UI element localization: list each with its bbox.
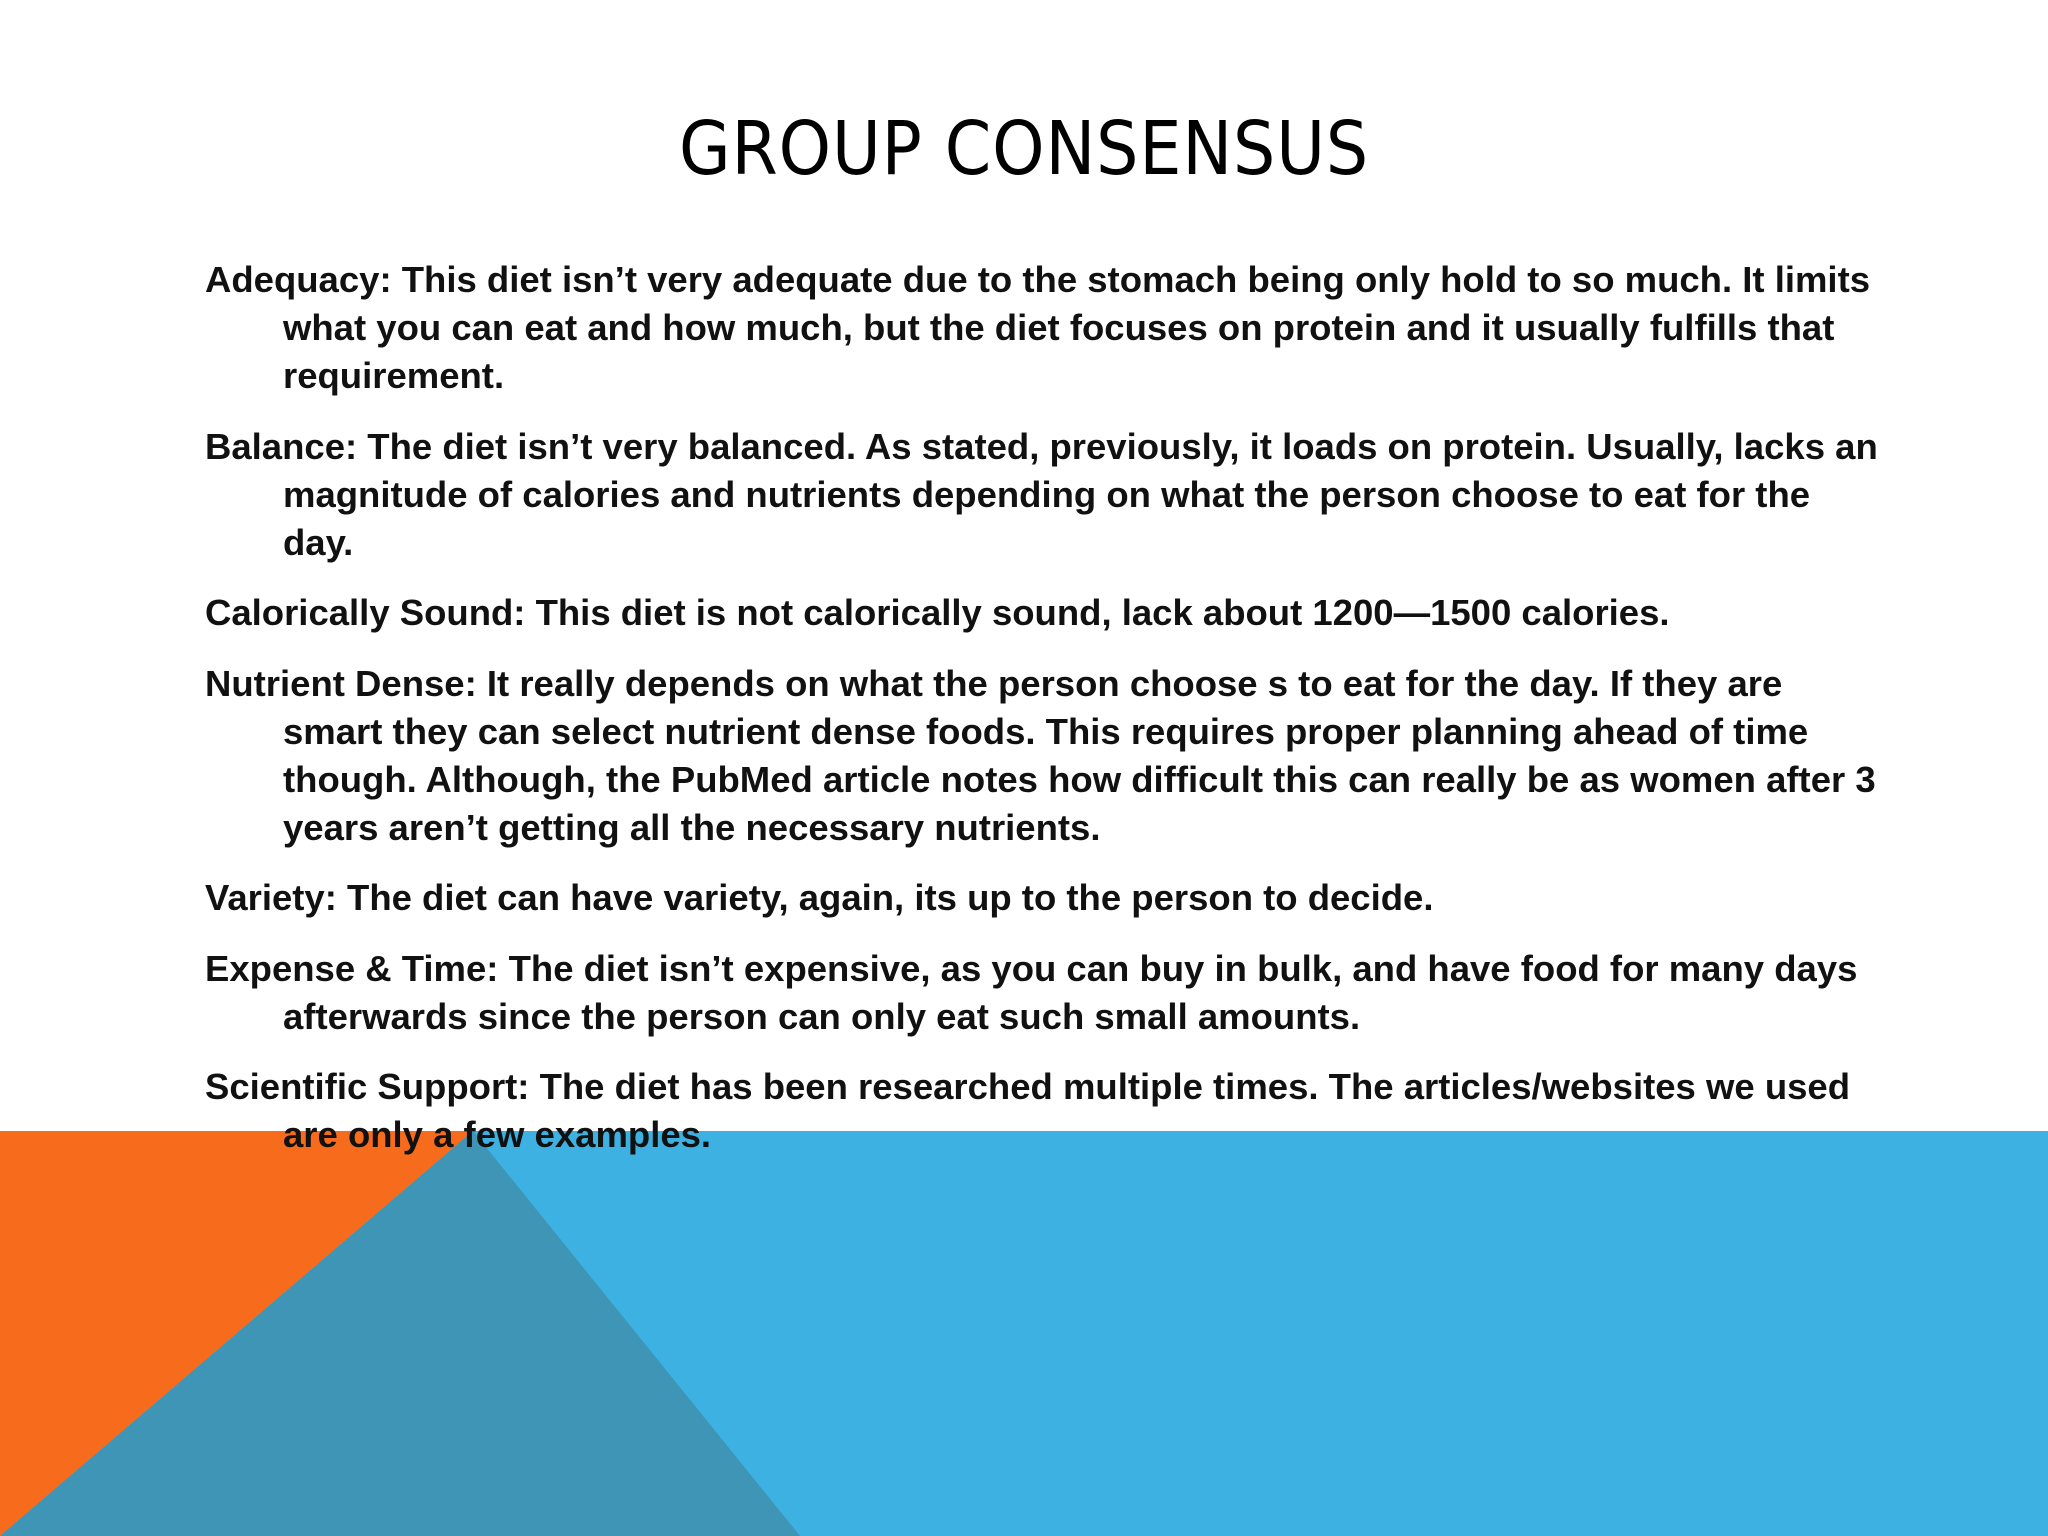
bullet-nutrient-dense: Nutrient Dense: It really depends on what the person choose s to eat for the day. If they are smart they can select nutrient dense foods. This requires proper planning ahead of time though. Although, the PubMed article notes how difficult this can really be as women after 3 years aren’t getting all the necessary nutrients.	[205, 662, 1876, 848]
bullet-list	[205, 256, 1885, 1182]
bullet-variety: Variety: The diet can have variety, again, its up to the person to decide.	[205, 877, 1434, 918]
bullet-expense-time: Expense & Time: The diet isn’t expensive, as you can buy in bulk, and have food for many days afterwards since the person can only eat such small amounts.	[205, 947, 1858, 1037]
slide-title: GROUP CONSENSUS	[678, 106, 1370, 192]
bullet-scientific-support: Scientific Support: The diet has been researched multiple times. The articles/websites we used are only a few examples.	[205, 1066, 1851, 1155]
bullet-balance: Balance: The diet isn’t very balanced. As stated, previously, it loads on protein. Usually, lacks an magnitude of calories and nutrients depending on what the person choose to eat for the day.	[205, 425, 1878, 563]
bullet-calorically-sound: Calorically Sound: This diet is not calorically sound, lack about 1200—1500 calories.	[205, 592, 1670, 633]
bullet-adequacy: Adequacy: This diet isn’t very adequate due to the stomach being only hold to so much. It limits what you can eat and how much, but the diet focuses on protein and it usually fulfills that requirement.	[205, 259, 1871, 396]
